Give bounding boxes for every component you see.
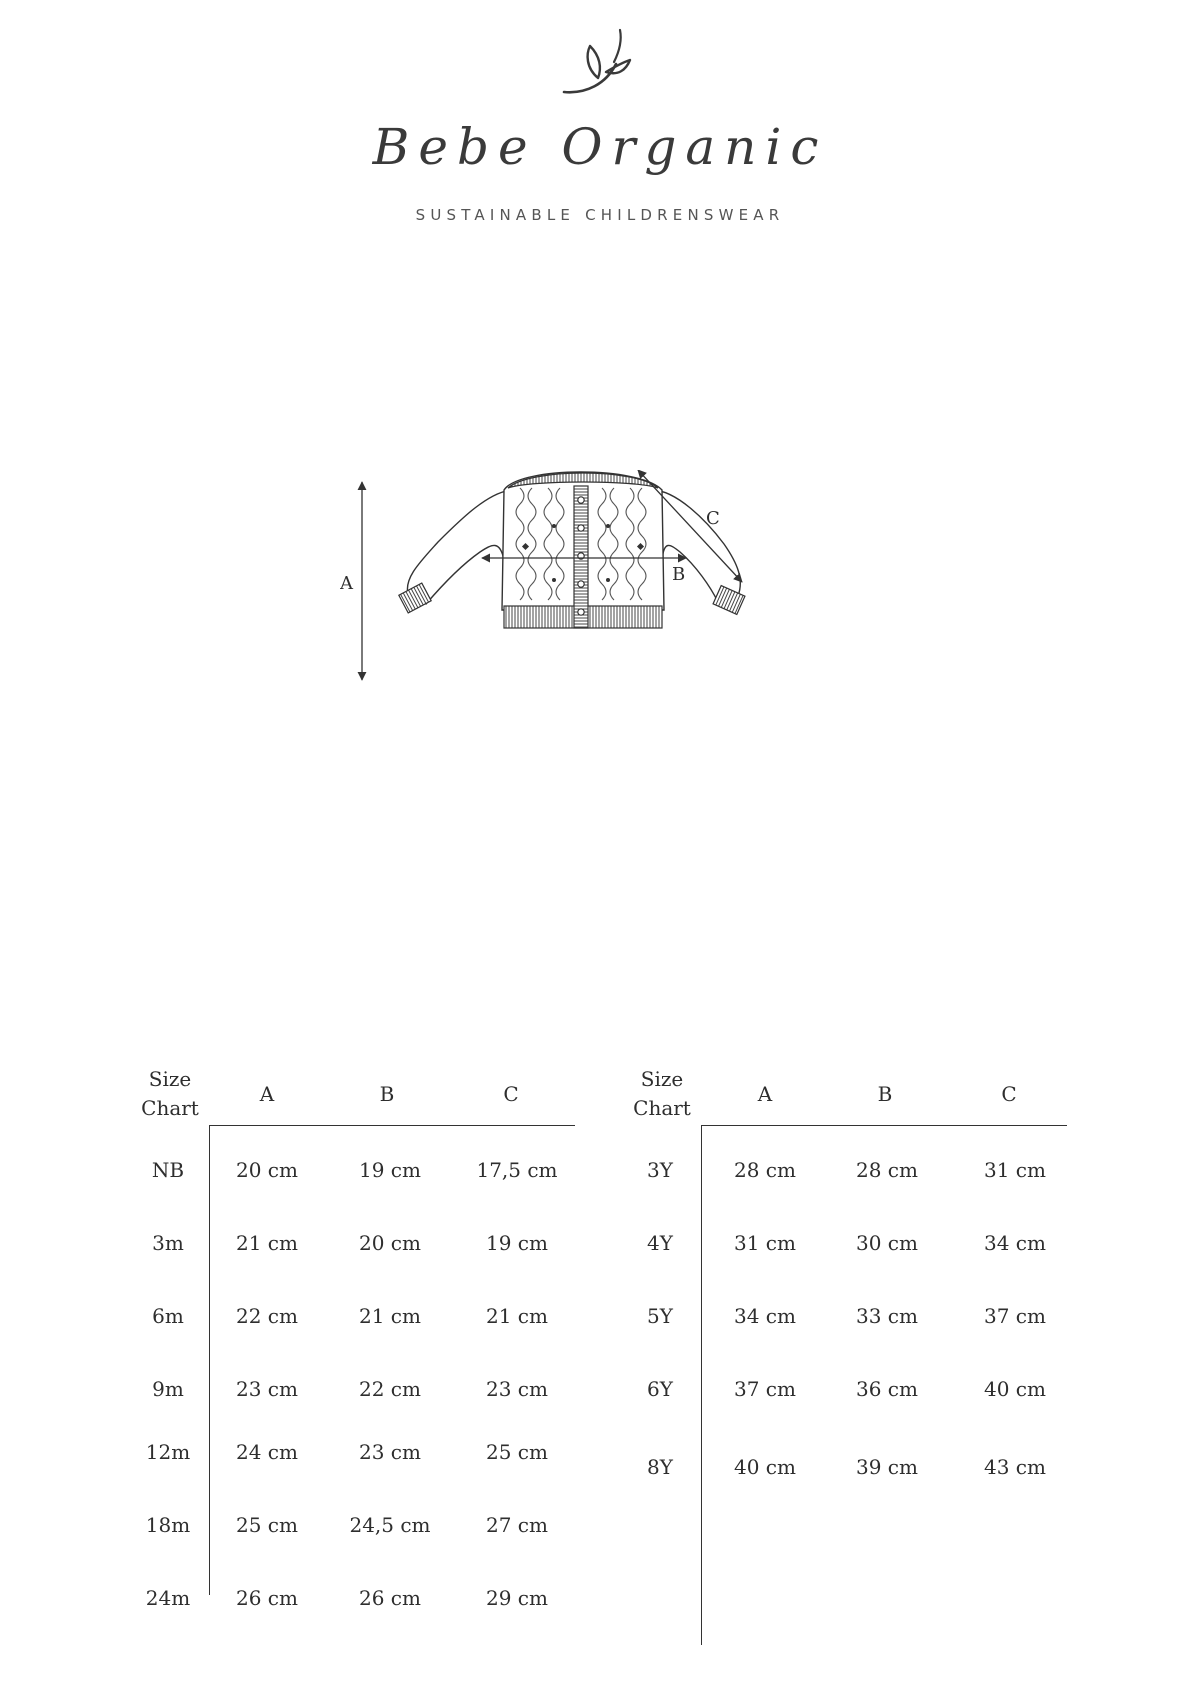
measure-c-label: C: [706, 508, 720, 529]
size-cell: 4Y: [647, 1231, 673, 1255]
measure-b-cell: 22 cm: [359, 1377, 421, 1401]
column-header-c: C: [1001, 1082, 1017, 1106]
measure-b-cell: 21 cm: [359, 1304, 421, 1328]
column-header-b: B: [379, 1082, 395, 1106]
measure-b-cell: 30 cm: [856, 1231, 918, 1255]
measure-b-cell: 19 cm: [359, 1158, 421, 1182]
size-chart-table-left: [130, 1055, 590, 1615]
size-header-line1: Size: [148, 1067, 192, 1091]
measure-a-cell: 21 cm: [236, 1231, 298, 1255]
measure-a-cell: 37 cm: [734, 1377, 796, 1401]
size-cell: 24m: [145, 1586, 191, 1610]
size-cell: 5Y: [647, 1304, 673, 1328]
size-chart-header: [130, 1065, 210, 1123]
column-header-a: A: [757, 1082, 773, 1106]
brand-tagline: SUSTAINABLE CHILDRENSWEAR: [415, 206, 785, 224]
measure-b-cell: 36 cm: [856, 1377, 918, 1401]
measure-a-cell: 31 cm: [734, 1231, 796, 1255]
size-cell: 12m: [145, 1440, 191, 1464]
measure-b-cell: 23 cm: [359, 1440, 421, 1464]
measure-c-cell: 27 cm: [486, 1513, 548, 1537]
cardigan-measurement-diagram: [340, 470, 820, 690]
size-cell: 6Y: [647, 1377, 673, 1401]
measure-a-cell: 22 cm: [236, 1304, 298, 1328]
measure-a-cell: 40 cm: [734, 1455, 796, 1479]
measure-c-cell: 21 cm: [486, 1304, 548, 1328]
measure-c-cell: 29 cm: [486, 1586, 548, 1610]
measure-b-cell: 26 cm: [359, 1586, 421, 1610]
measure-b-cell: 39 cm: [856, 1455, 918, 1479]
size-cell: 8Y: [647, 1455, 673, 1479]
measure-c-cell: 31 cm: [984, 1158, 1046, 1182]
column-header-a: A: [259, 1082, 275, 1106]
measure-a-cell: 34 cm: [734, 1304, 796, 1328]
measure-c-cell: 34 cm: [984, 1231, 1046, 1255]
brand-name: Bebe Organic: [372, 118, 828, 176]
size-cell: 6m: [152, 1304, 184, 1328]
size-cell: NB: [151, 1158, 185, 1182]
measure-a-cell: 25 cm: [236, 1513, 298, 1537]
size-column-divider: [209, 1125, 210, 1595]
size-column-divider: [701, 1125, 702, 1645]
size-chart-header: [622, 1065, 702, 1123]
measure-b-cell: 33 cm: [856, 1304, 918, 1328]
measure-c-cell: 25 cm: [486, 1440, 548, 1464]
measure-b-cell: 20 cm: [359, 1231, 421, 1255]
measure-b-cell: 24,5 cm: [349, 1513, 431, 1537]
size-cell: 3m: [152, 1231, 184, 1255]
measure-a-cell: 26 cm: [236, 1586, 298, 1610]
size-cell: 3Y: [647, 1158, 673, 1182]
measure-c-cell: 23 cm: [486, 1377, 548, 1401]
size-cell: 18m: [145, 1513, 191, 1537]
size-chart-table-right: [622, 1055, 1082, 1655]
measure-c-cell: 17,5 cm: [476, 1158, 558, 1182]
size-header-line1: Size: [640, 1067, 684, 1091]
measure-a-cell: 28 cm: [734, 1158, 796, 1182]
measure-c-cell: 19 cm: [486, 1231, 548, 1255]
measure-c-cell: 40 cm: [984, 1377, 1046, 1401]
measure-a-cell: 24 cm: [236, 1440, 298, 1464]
column-header-b: B: [877, 1082, 893, 1106]
size-header-line2: Chart: [141, 1096, 199, 1120]
header-divider: [702, 1125, 1067, 1126]
measure-b-label: B: [672, 564, 686, 585]
header-divider: [210, 1125, 575, 1126]
measure-b-cell: 28 cm: [856, 1158, 918, 1182]
measure-c-cell: 37 cm: [984, 1304, 1046, 1328]
size-header-line2: Chart: [633, 1096, 691, 1120]
leaf-logo-icon: [560, 26, 650, 102]
measure-a-cell: 20 cm: [236, 1158, 298, 1182]
size-cell: 9m: [152, 1377, 184, 1401]
column-header-c: C: [503, 1082, 519, 1106]
measure-a-cell: 23 cm: [236, 1377, 298, 1401]
measure-a-label: A: [340, 573, 353, 594]
measure-c-cell: 43 cm: [984, 1455, 1046, 1479]
